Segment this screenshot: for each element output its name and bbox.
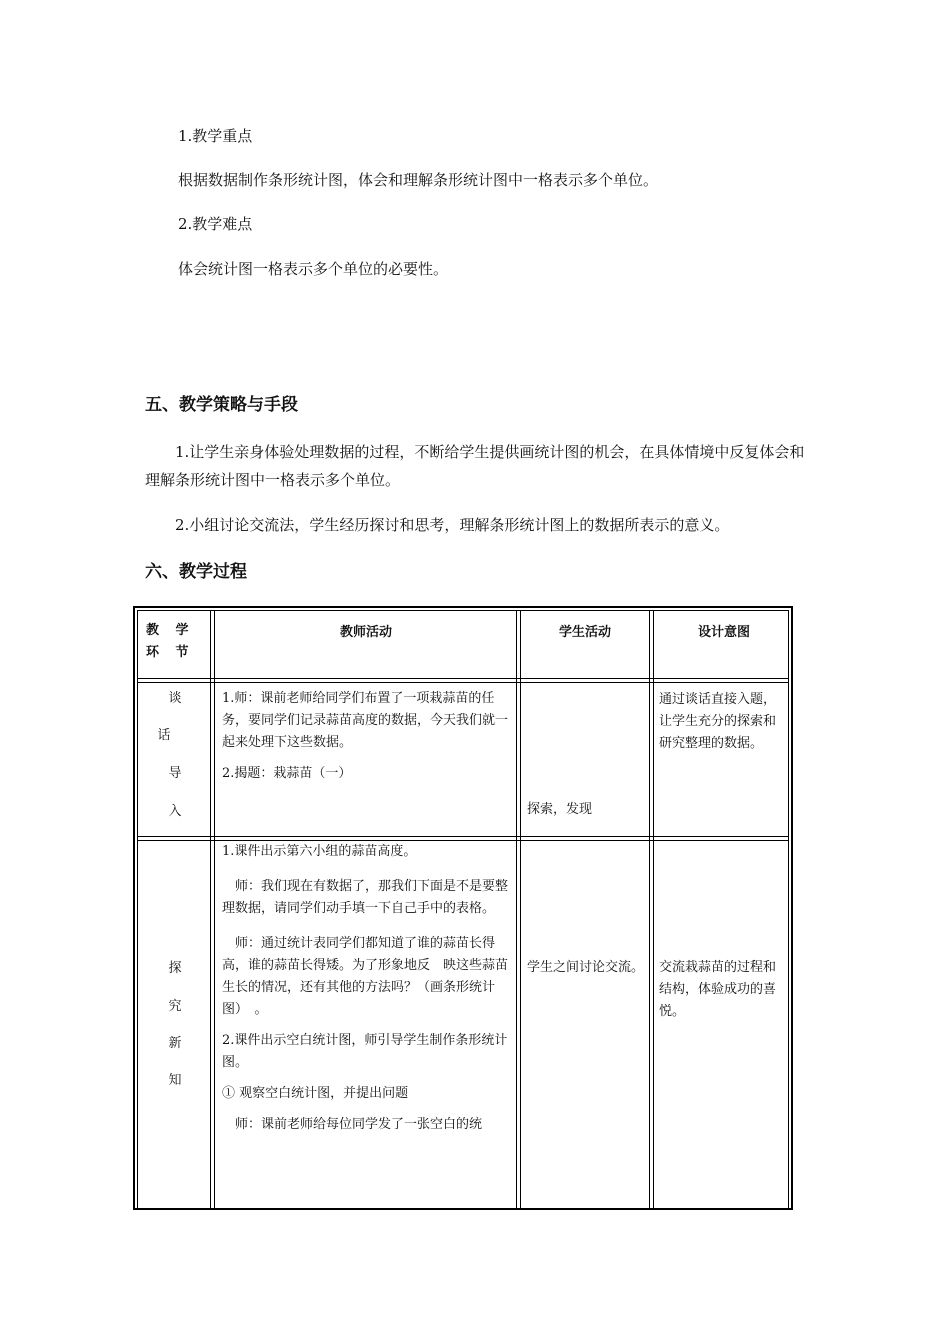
column-divider	[210, 611, 215, 1208]
teacher-paragraph: 师：我们现在有数据了，那我们下面是不是要整理数据，请同学们动手填一下自己手中的表格。	[222, 879, 509, 916]
row2-design-intent: 交流栽蒜苗的过程和结构，体验成功的喜悦。	[659, 960, 777, 1019]
header-student-activity: 学生活动	[558, 625, 611, 640]
stage-char: 知	[168, 1073, 182, 1088]
row1-teacher-activity	[222, 688, 518, 785]
teaching-process-table	[133, 606, 793, 1210]
stage-char: 新	[168, 1036, 182, 1051]
difficulty-title: 2.教学难点	[178, 215, 253, 233]
header-teacher-activity: 教师活动	[339, 625, 392, 640]
row2-teacher-activity	[222, 841, 518, 1136]
column-divider	[649, 611, 654, 1208]
row2-student-activity: 学生之间讨论交流。	[527, 960, 645, 975]
teacher-paragraph: 1.师：课前老师给同学们布置了一项栽蒜苗的任务，要同学们记录蒜苗高度的数据，今天我们就一起来处理下这些数据。	[222, 691, 509, 750]
strategy-paragraph-2: 2.小组讨论交流法，学生经历探讨和思考，理解条形统计图上的数据所表示的意义。	[175, 516, 730, 534]
difficulty-body: 体会统计图一格表示多个单位的必要性。	[178, 260, 449, 278]
teacher-paragraph: 师：通过统计表同学们都知道了谁的蒜苗长得高，谁的蒜苗长得矮。为了形象地反 映这些蒜苗生长的情况，还有其他的方法吗？（画条形统计图） 。	[222, 936, 509, 1017]
stage-char: 导	[168, 766, 182, 781]
stage-char: 探	[168, 961, 182, 976]
teacher-paragraph: 师：课前老师给每位同学发了一张空白的统	[235, 1117, 483, 1132]
stage-char: 究	[168, 999, 182, 1014]
teacher-paragraph: 1.课件出示第六小组的蒜苗高度。	[222, 844, 417, 859]
row-divider	[138, 678, 788, 683]
teacher-paragraph: 2.揭题：栽蒜苗（一）	[222, 766, 352, 781]
strategy-paragraph-1: 1.让学生亲身体验处理数据的过程，不断给学生提供画统计图的机会，在具体情境中反复体会和理解条形统计图中一格表示多个单位。	[145, 443, 805, 489]
stage-char: 谈	[168, 691, 182, 706]
key-point-body: 根据数据制作条形统计图，体会和理解条形统计图中一格表示多个单位。	[178, 171, 659, 189]
header-design-intent: 设计意图	[697, 625, 750, 640]
teacher-paragraph: 2.课件出示空白统计图，师引导学生制作条形统计图。	[222, 1033, 508, 1070]
row1-student-activity: 探索，发现	[527, 802, 593, 817]
section-heading-strategy: 五、教学策略与手段	[145, 395, 298, 415]
key-point-title: 1.教学重点	[178, 127, 253, 145]
stage-char: 话	[157, 728, 171, 743]
stage-char: 入	[168, 804, 182, 819]
teacher-paragraph: ① 观察空白统计图，并提出问题	[222, 1086, 409, 1101]
section-heading-process: 六、教学过程	[145, 562, 247, 582]
header-stage: 教 学 环 节	[146, 623, 195, 660]
row1-design-intent: 通过谈话直接入题，让学生充分的探索和研究整理的数据。	[659, 692, 777, 751]
